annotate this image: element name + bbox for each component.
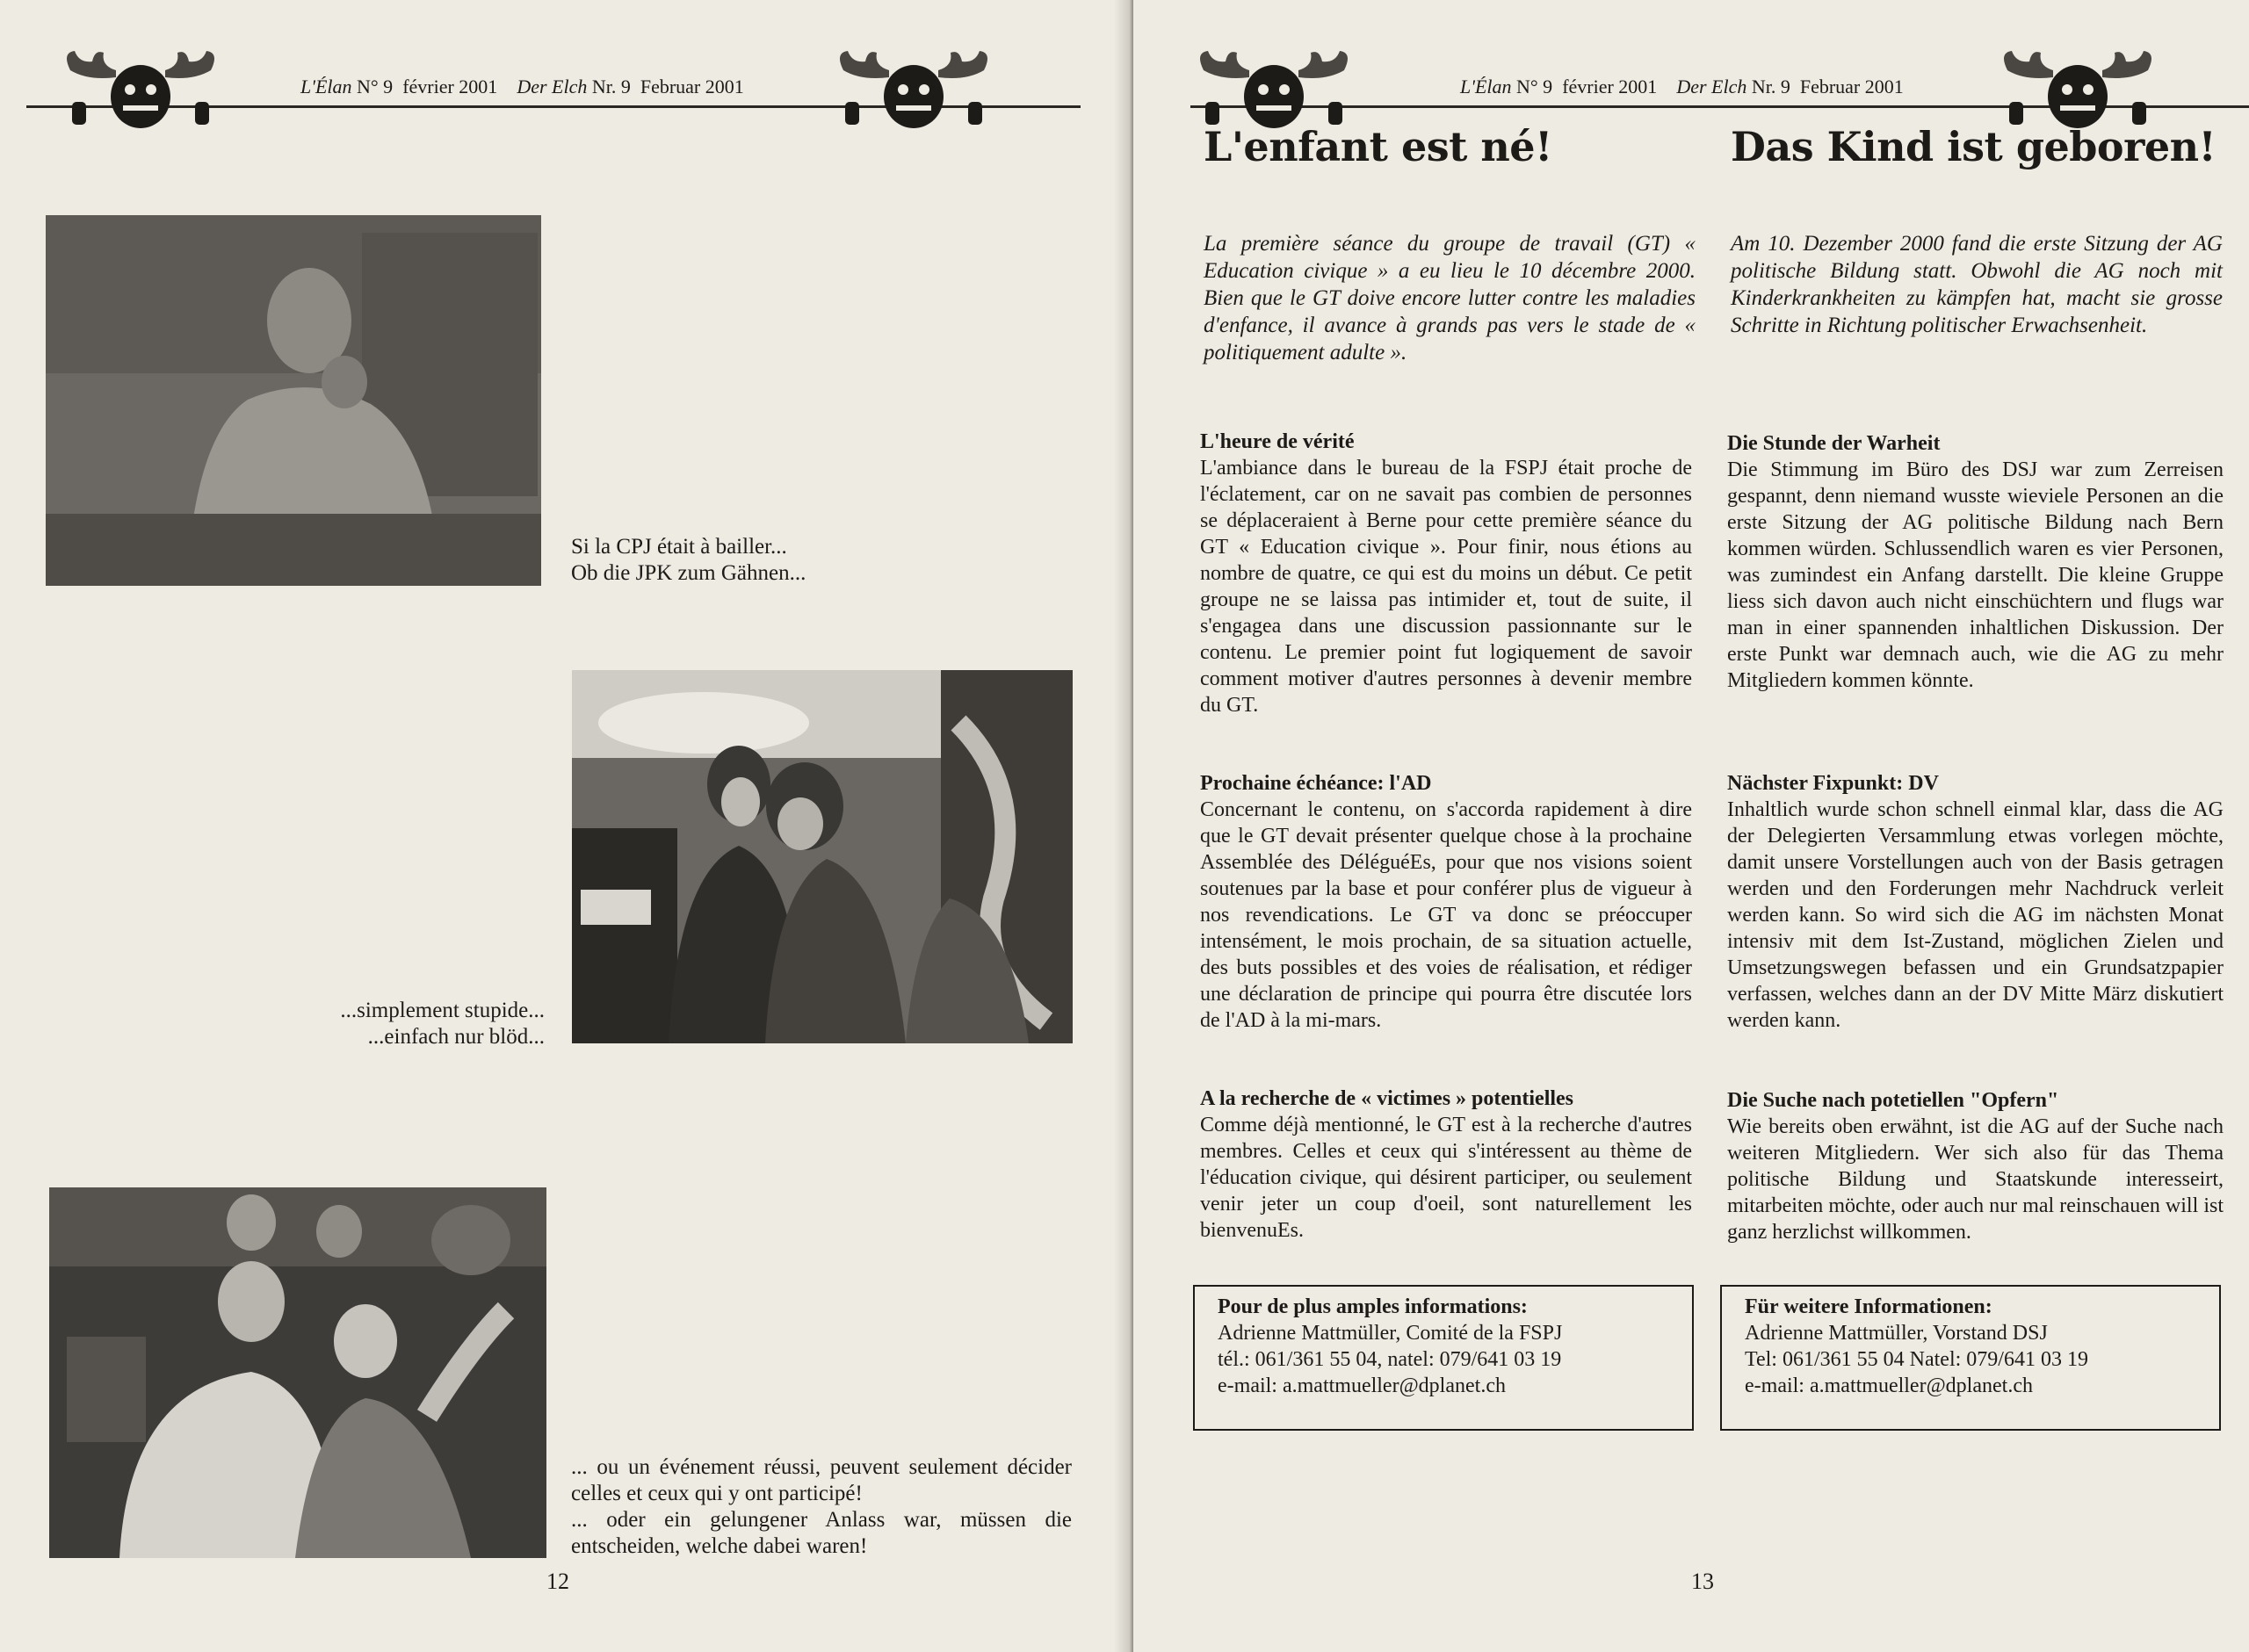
moose-logo-icon [1990, 44, 2166, 132]
section-fr-2-body: Concernant le contenu, on s'accorda rapidement à dire que le GT devait présenter quelque chose à la prochaine Assemblée des DéléguéEs, pour que nos visions soient soutenues par la base et pour conférer plus de vigueur à nos revendications. Le GT va donc se préoccuper intensément, le mois prochain, de sa situation actuelle, des buts possibles et des voies de réalisation, et rédiger une déclaration de principe qui pourra être discutée lors de l'AD à la mi-mars. [1200, 798, 1692, 1032]
header-fr-issue: N° 9 [1516, 76, 1553, 97]
moose-logo-icon [1186, 44, 1362, 132]
header-de-title: Der Elch [1676, 76, 1747, 97]
info-box-fr-phone: tél.: 061/361 55 04, natel: 079/641 03 19 [1218, 1348, 1562, 1371]
section-fr-1-body: L'ambiance dans le bureau de la FSPJ était proche de l'éclatement, car on ne savait pas combien de personnes se déplaceraient à Berne pour cette première séance du GT « Education civique ». Pour finir, nous étions au nombre de quatre, ce qui est du moins un début. Ce petit groupe ne se laissa pas intimider et, tout de suite, il s'engagea dans une discussion passionnante sur le contenu. Le premier point fut logiquement de savoir comment motiver d'autres personnes à devenir membre du GT. [1200, 457, 1692, 717]
info-box-fr [1193, 1285, 1694, 1431]
header-fr-title: L'Élan [1460, 76, 1512, 97]
headline-de: Das Kind ist geboren! [1731, 123, 2216, 170]
caption-2 [299, 998, 545, 1050]
section-de-1-body: Die Stimmung im Büro des DSJ war zum Zerreisen gespannt, denn niemand wusste wieviele Personen an die erste Sitzung der AG politische Bildung nach Bern kommen würden. Schlussendlich waren es vier Personen, was zumindest ein Anfang darstellt. Die kleine Gruppe liess sich davon auch nicht einschüchtern und flugs war man in einer spannenden inhaltlichen Diskussion. Der erste Punkt war demnach auch, wie die AG zu mehr Mitgliedern kommen könnte. [1727, 458, 2224, 692]
headline-fr: L'enfant est né! [1204, 123, 1552, 170]
section-fr-3-body: Comme déjà mentionné, le GT est à la recherche d'autres membres. Celles et ceux qui s'intéressent au thème de l'éducation civique, qui désirent participer, ou seulement venir jeter un coup d'oeil, sont naturellement les bienvenuEs. [1200, 1114, 1692, 1242]
section-de-2-title: Nächster Fixpunkt: DV [1727, 772, 1939, 795]
header-de-title: Der Elch [517, 76, 588, 97]
caption-1-fr: Si la CPJ était à bailler... [571, 535, 787, 559]
right-page [1133, 0, 2249, 1652]
page-number-left: 12 [546, 1569, 569, 1594]
section-fr-3 [1200, 1086, 1692, 1244]
moose-logo-icon [53, 44, 228, 132]
caption-1 [571, 534, 870, 587]
header-de-date: Februar 2001 [640, 76, 744, 97]
intro-de: Am 10. Dezember 2000 fand die erste Sitzung der AG politische Bildung statt. Obwohl die AG noch mit Kinderkrankheiten zu kämpfen hat, macht sie grosse Schritte in Richtung politischer Erwachsenheit. [1731, 232, 2223, 337]
caption-2-de: ...einfach nur blöd... [367, 1025, 545, 1049]
caption-3-de: ... oder ein gelungener Anlass war, müssen die entscheiden, welche dabei waren! [571, 1508, 1072, 1558]
photo-bar-women [572, 670, 1073, 1043]
header-left [300, 76, 744, 98]
caption-1-de: Ob die JPK zum Gähnen... [571, 561, 806, 585]
photo-man-yawning [46, 215, 541, 586]
section-de-3 [1727, 1087, 2224, 1245]
page-number-right: 13 [1691, 1569, 1714, 1594]
info-box-de-name: Adrienne Mattmüller, Vorstand DSJ [1745, 1322, 2048, 1345]
info-box-de-title: Für weitere Informationen: [1745, 1295, 1992, 1318]
section-de-3-title: Die Suche nach potetiellen "Opfern" [1727, 1089, 2059, 1112]
moose-logo-icon [826, 44, 1002, 132]
section-de-1-title: Die Stunde der Warheit [1727, 432, 1941, 455]
caption-3-fr: ... ou un événement réussi, peuvent seulement décider celles et ceux qui y ont participé! [571, 1455, 1072, 1505]
section-fr-1-title: L'heure de vérité [1200, 430, 1355, 453]
section-fr-2-title: Prochaine échéance: l'AD [1200, 772, 1432, 795]
caption-2-fr: ...simplement stupide... [340, 999, 545, 1022]
section-fr-3-title: A la recherche de « victimes » potentielles [1200, 1087, 1574, 1110]
header-fr-date: février 2001 [402, 76, 498, 97]
info-box-fr-name: Adrienne Mattmüller, Comité de la FSPJ [1218, 1322, 1563, 1345]
header-de-date: Februar 2001 [1799, 76, 1904, 97]
section-de-3-body: Wie bereits oben erwähnt, ist die AG auf der Suche nach weiteren Mitgliedern. Wer sich also für das Thema politische Bildung und Staatskunde interesseirt, mitarbeiten möchte, oder auch nur mal reinschauen will ist ganz herzlichst willkommen. [1727, 1115, 2224, 1244]
info-box-de-phone: Tel: 061/361 55 04 Natel: 079/641 03 19 [1745, 1348, 2088, 1371]
header-de-issue: Nr. 9 [591, 76, 631, 97]
info-box-fr-email: e-mail: a.mattmueller@dplanet.ch [1218, 1374, 1506, 1397]
section-fr-1 [1200, 429, 1692, 718]
header-fr-issue: N° 9 [357, 76, 394, 97]
section-de-2 [1727, 770, 2224, 1034]
info-box-fr-title: Pour de plus amples informations: [1218, 1295, 1528, 1318]
section-fr-2 [1200, 770, 1692, 1034]
info-box-de-email: e-mail: a.mattmueller@dplanet.ch [1745, 1374, 2033, 1397]
photo-group-party [49, 1187, 546, 1558]
header-de-issue: Nr. 9 [1751, 76, 1790, 97]
header-fr-title: L'Élan [300, 76, 352, 97]
info-box-de [1720, 1285, 2221, 1431]
caption-3 [571, 1454, 1072, 1560]
section-de-2-body: Inhaltlich wurde schon schnell einmal klar, dass die AG der Delegierten Versammlung etwas vorlegen möchte, damit unsere Vorstellungen auch von der Basis getragen werden und den Forderungen mehr Nachdruck verleit werden kann. So wird sich die AG im nächsten Monat intensiv mit dem Ist-Zustand, möglichen Zielen und Umsetzungswegen befassen und ein Grundsatzpapier verfassen, welches dann an der DV Mitte März diskutiert werden kann. [1727, 798, 2224, 1032]
header-fr-date: février 2001 [1562, 76, 1658, 97]
section-de-1 [1727, 430, 2224, 694]
intro-fr: La première séance du groupe de travail (GT) « Education civique » a eu lieu le 10 décembre 2000. Bien que le GT doive encore lutter contre les maladies d'enfance, il avance à grands pas vers le stade de « politiquement adulte ». [1204, 232, 1696, 364]
header-right [1460, 76, 1904, 98]
